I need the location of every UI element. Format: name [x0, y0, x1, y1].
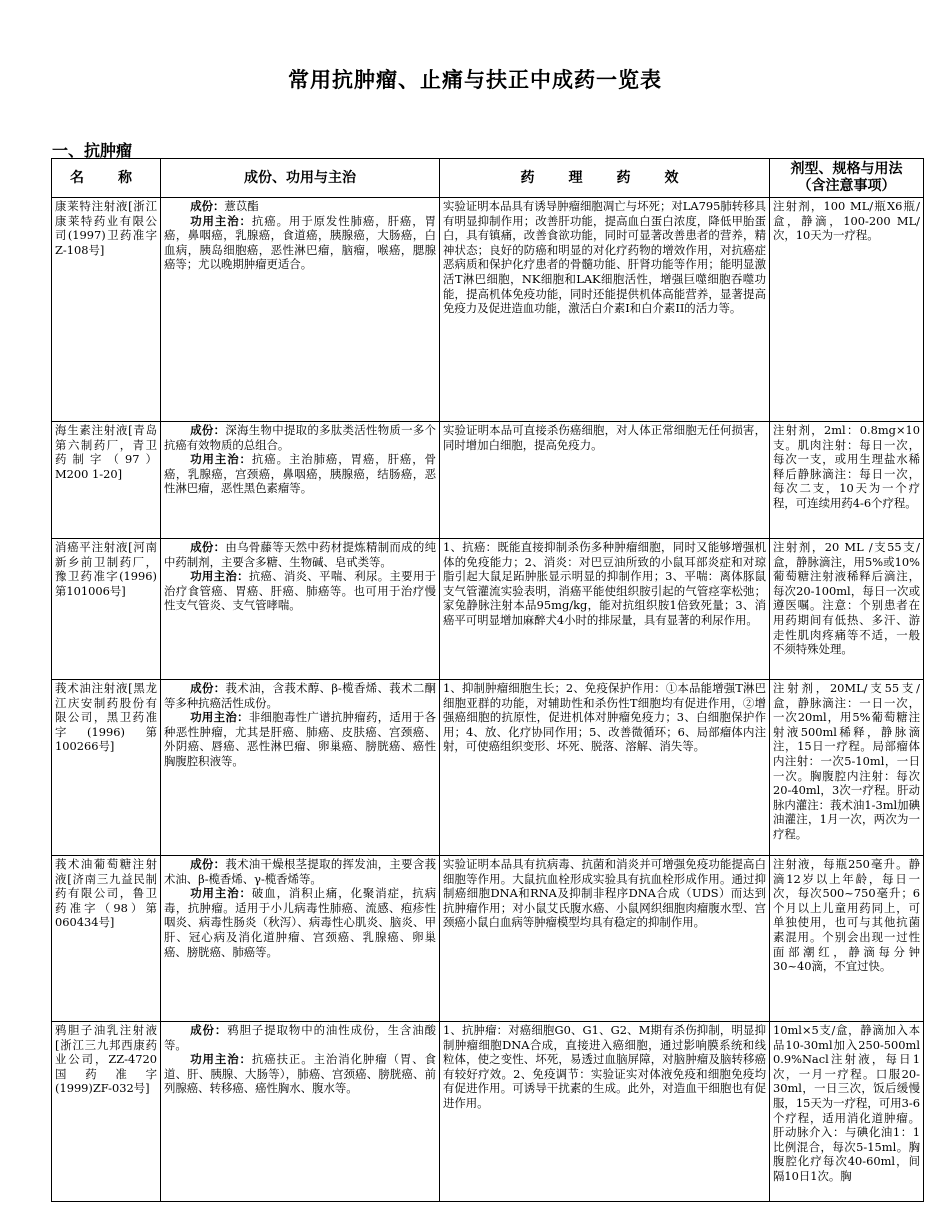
- ingredient-paragraph: [164, 681, 436, 710]
- header-name: 名 称: [52, 159, 161, 198]
- ingredient-text: 莪术油，含莪术醇、β-榄香烯、莪术二酮等多种抗癌活性成份。: [164, 681, 436, 710]
- pharmacology-cell: 实验证明本品具有诱导肿瘤细胞凋亡与坏死；对LA795肺转移具有明显抑制作用；改善肝功能，提高血白蛋白浓度，降低甲胎蛋白，具有镇痛，改善食欲功能，同时可显著改善患者的营养，精神状态；良好的防癌和明显的对化疗药物的增效作用，对抗癌症恶病质和保护化疗患者的骨髓功能、肝肾功能等作用；能明显激活T淋巴细胞，NK细胞和LAK细胞活性，增强巨噬细胞吞噬功能，提高机体免疫功能，同时还能提供机体高能营养，显著提高免疫力及促进造血功能，激活白介素I和白介素II的活力等。: [440, 198, 770, 422]
- pharmacology-cell: 1、抑制肿瘤细胞生长；2、免疫保护作用：①本品能增强T淋巴细胞亚群的功能，对辅助性和杀伤性T细胞均有促进作用，②增强癌细胞的抗原性，促进机体对肿瘤免疫力；3、白细胞保护作用；4、放、化疗协同作用；5、改善微循环；6、局部瘤体内注射，可使癌组织变形、坏死、脱落、溶解、消失等。: [440, 680, 770, 856]
- indication-label: 功用主治：: [190, 452, 252, 467]
- pharmacology-cell: 1、抗癌：既能直接抑制杀伤多种肿瘤细胞，同时又能够增强机体的免疫能力；2、消炎：对巴豆油所致的小鼠耳部炎症和对琼脂引起大鼠足跖肿胀显示明显的抑制作用；3、平喘：离体豚鼠支气管灌流实验表明，消癌平能使组织胺引起的气管痉挛松弛；家兔静脉注射本品95mg/kg，能对抗组织胺1倍致死量；3、消癌平可明显增加麻醉犬4小时的排尿量，具有显著的利尿作用。: [440, 539, 770, 680]
- indication-text: 破血，消积止痛，化聚消症，抗病毒，抗肿瘤。适用于小儿病毒性肺癌、流感、疱疹性咽炎、病毒性肠炎（秋泻）、病毒性心肌炎、脑炎、甲肝、冠心病及消化道肿瘤、宫颈癌、乳腺癌、卵巢癌、膀胱癌、肺癌等。: [164, 886, 436, 959]
- header-usage-line1: 剂型、规格与用法: [790, 161, 903, 177]
- pharmacology-cell: 实验证明本品可直接杀伤癌细胞，对人体正常细胞无任何损害，同时增加白细胞，提高免疫力。: [440, 422, 770, 539]
- ingredient-label: 成份：: [190, 199, 225, 213]
- indication-text: 抗癌扶正。主治消化肿瘤（胃、食道、肝、胰腺、大肠等），肺癌、宫颈癌、膀胱癌、前列腺癌、转移癌、癌性胸水、腹水等。: [164, 1052, 436, 1096]
- ingredient-text: 薏苡酯: [224, 199, 259, 213]
- indication-text: 抗癌、消炎、平喘、利尿。主要用于治疗食管癌、胃癌、肝癌、肺癌等。也可用于治疗慢性支气管炎、支气管哮喘。: [164, 569, 436, 613]
- indication-text: 非细胞毒性广谱抗肿瘤药，适用于各种恶性肿瘤，尤其是肝癌、肺癌、皮肤癌、宫颈癌、外阴癌、唇癌、恶性淋巴瘤、卵巢癌、膀胱癌、癌性胸腹腔积液等。: [164, 710, 436, 768]
- header-composition: 成份、功用与主治: [161, 159, 440, 198]
- usage-cell: 注射剂，2ml：0.8mg×10支。肌肉注射：每日一次，每次一支，或用生理盐水稀释后静脉滴注：每日一次，每次二支，10天为一个疗程，可连续用药4-6个疗程。: [770, 422, 924, 539]
- ingredient-text: 由乌骨藤等天然中药材提炼精制而成的纯中药制剂，主要含多糖、生物碱、皂甙类等。: [164, 540, 436, 569]
- pharmacology-cell: 实验证明本品具有抗病毒、抗菌和消炎并可增强免疫功能提高白细胞等作用。大鼠抗血栓形成实验具有抗血栓形成作用。通过抑制癌细胞DNA和RNA及抑制非程序DNA合成（UDS）而达到抗肿瘤作用；对小鼠艾氏腹水癌、小鼠网织细胞肉瘤腹水型、宫颈癌小鼠白血病等肿瘤模型均具有稳定的抑制作用。: [440, 856, 770, 1022]
- ingredient-paragraph: [164, 199, 436, 214]
- composition-cell: [161, 422, 440, 539]
- usage-cell: 注射剂，20 ML /支55支/盒，静脉滴注，用5%或10%葡萄糖注射液稀释后滴注，每次20-100ml，每日一次或遵医嘱。注意：个别患者在用药期间有低热、多汗、游走性肌肉疼痛等不适，一般不须特殊处理。: [770, 539, 924, 680]
- indication-label: 功用主治：: [190, 213, 252, 228]
- indication-label: 功用主治：: [190, 710, 249, 725]
- ingredient-paragraph: [164, 540, 436, 569]
- drug-name-cell: 消癌平注射液[河南新乡前卫制药厂，豫卫药准字(1996)第101006号]: [52, 539, 161, 680]
- header-usage: [770, 159, 924, 198]
- section-heading: 一、抗肿瘤: [52, 141, 133, 160]
- ingredient-label: 成份：: [190, 681, 226, 695]
- ingredient-paragraph: [164, 423, 436, 452]
- composition-cell: [161, 1022, 440, 1202]
- ingredient-text: 深海生物中提取的多肽类活性物质一多个抗癌有效物质的总组合。: [164, 423, 436, 452]
- table-row: [52, 198, 924, 422]
- ingredient-paragraph: [164, 1023, 436, 1052]
- indication-paragraph: [164, 886, 436, 959]
- indication-text: 抗癌。主治肺癌，胃癌，肝癌，骨癌，乳腺癌，宫颈癌，鼻咽癌，胰腺癌，结肠癌，恶性淋巴瘤，恶性黑色素瘤等。: [164, 452, 436, 496]
- drug-name-cell: 海生素注射液[青岛第六制药厂，青卫药制字（97）M200 1-20]: [52, 422, 161, 539]
- indication-paragraph: [164, 214, 436, 272]
- table-row: [52, 680, 924, 856]
- usage-cell: 注射液，每瓶250毫升。静滴12岁以上年龄，每日一次，每次500~750毫升；6个月以上儿童用药同上，可单独使用，也可与其他抗菌素混用。个别会出现一过性面部潮红，静滴每分钟30~40滴，不宜过快。: [770, 856, 924, 1022]
- usage-cell: 10ml×5支/盒，静滴加入本品10-30ml加入250-500ml 0.9%Nacl注射液，每日1次，一月一疗程。口服20-30ml，一日三次，饭后缓慢服，15天为一疗程，可用3-6个疗程，适用消化道肿瘤。肝动脉介入：与碘化油1：1比例混合，每次5-15ml。胸腹腔化疗每次40-60ml，间隔10日1次。胸: [770, 1022, 924, 1202]
- drug-name-cell: 鸦胆子油乳注射液 [浙江三九邦西康药业公司，ZZ-4720国药准字(1999)ZF-032号]: [52, 1022, 161, 1202]
- indication-label: 功用主治：: [190, 569, 249, 584]
- indication-paragraph: [164, 452, 436, 496]
- indication-label: 功用主治：: [190, 1052, 252, 1067]
- ingredient-text: 莪术油干燥根茎提取的挥发油，主要含莪术油、β-榄香烯、γ-榄香烯等。: [164, 857, 436, 886]
- composition-cell: [161, 680, 440, 856]
- indication-paragraph: [164, 710, 436, 768]
- usage-cell: 注射剂，100 ML/瓶X6瓶/盒，静滴，100-200 ML/次，10天为一疗程。: [770, 198, 924, 422]
- ingredient-label: 成份：: [190, 423, 226, 437]
- ingredient-paragraph: [164, 857, 436, 886]
- indication-paragraph: [164, 1052, 436, 1096]
- composition-cell: [161, 856, 440, 1022]
- usage-cell: 注射剂，20ML/支55支/盒，静脉滴注：一日一次，一次20ml，用5%葡萄糖注射液500ml稀释，静脉滴注，15日一疗程。局部瘤体内注射：一次5-10ml，一日一次。胸腹腔内注射：每次20-40ml，3次一疗程。肝动脉内灌注：莪术油1-3ml加碘油灌注，1月一次，两次为一疗程。: [770, 680, 924, 856]
- ingredient-label: 成份：: [190, 857, 226, 871]
- ingredient-label: 成份：: [190, 540, 226, 554]
- table-row: [52, 539, 924, 680]
- header-usage-line2: （含注意事项）: [797, 178, 896, 194]
- table-row: [52, 422, 924, 539]
- indication-text: 抗癌。用于原发性肺癌，肝癌，胃癌，鼻咽癌，乳腺癌，食道癌，胰腺癌，大肠癌，白血病，胰岛细胞癌，恶性淋巴瘤，脑瘤，喉癌，腮腺癌等；尤以晚期肿瘤更适合。: [164, 213, 436, 272]
- ingredient-label: 成份：: [190, 1023, 228, 1037]
- pharmacology-cell: 1、抗肿瘤：对癌细胞G0、G1、G2、M期有杀伤抑制，明显抑制肿瘤细胞DNA合成，直接进入癌细胞，通过影响膜系统和线粒体，使之变性、坏死，易透过血脑屏障，对脑肿瘤及脑转移癌有较好疗效。2、免疫调节：实验证实对体液免疫和细胞免疫均有促进作用。可诱导干扰素的生成。此外，对造血干细胞也有促进作用。: [440, 1022, 770, 1202]
- table-row: [52, 856, 924, 1022]
- composition-cell: [161, 539, 440, 680]
- drug-name-cell: 莪术油注射液[黑龙江庆安制药股份有限公司，黑卫药准字(1996)第100266号]: [52, 680, 161, 856]
- ingredient-text: 鸦胆子提取物中的油性成份，生含油酸等。: [164, 1023, 436, 1052]
- drug-name-cell: 莪术油葡萄糖注射液[济南三九益民制药有限公司，鲁卫药准字（98）第060434号]: [52, 856, 161, 1022]
- indication-label: 功用主治：: [190, 886, 252, 901]
- drug-name-cell: 康莱特注射液[浙江康莱特药业有限公司(1997)卫药准字Z-108号]: [52, 198, 161, 422]
- composition-cell: [161, 198, 440, 422]
- table-header-row: [52, 159, 924, 198]
- page-title: 常用抗肿瘤、止痛与扶正中成药一览表: [288, 68, 662, 92]
- header-pharmacology: 药 理 药 效: [440, 159, 770, 198]
- indication-paragraph: [164, 569, 436, 613]
- table-row: [52, 1022, 924, 1202]
- drug-table: [51, 158, 924, 1202]
